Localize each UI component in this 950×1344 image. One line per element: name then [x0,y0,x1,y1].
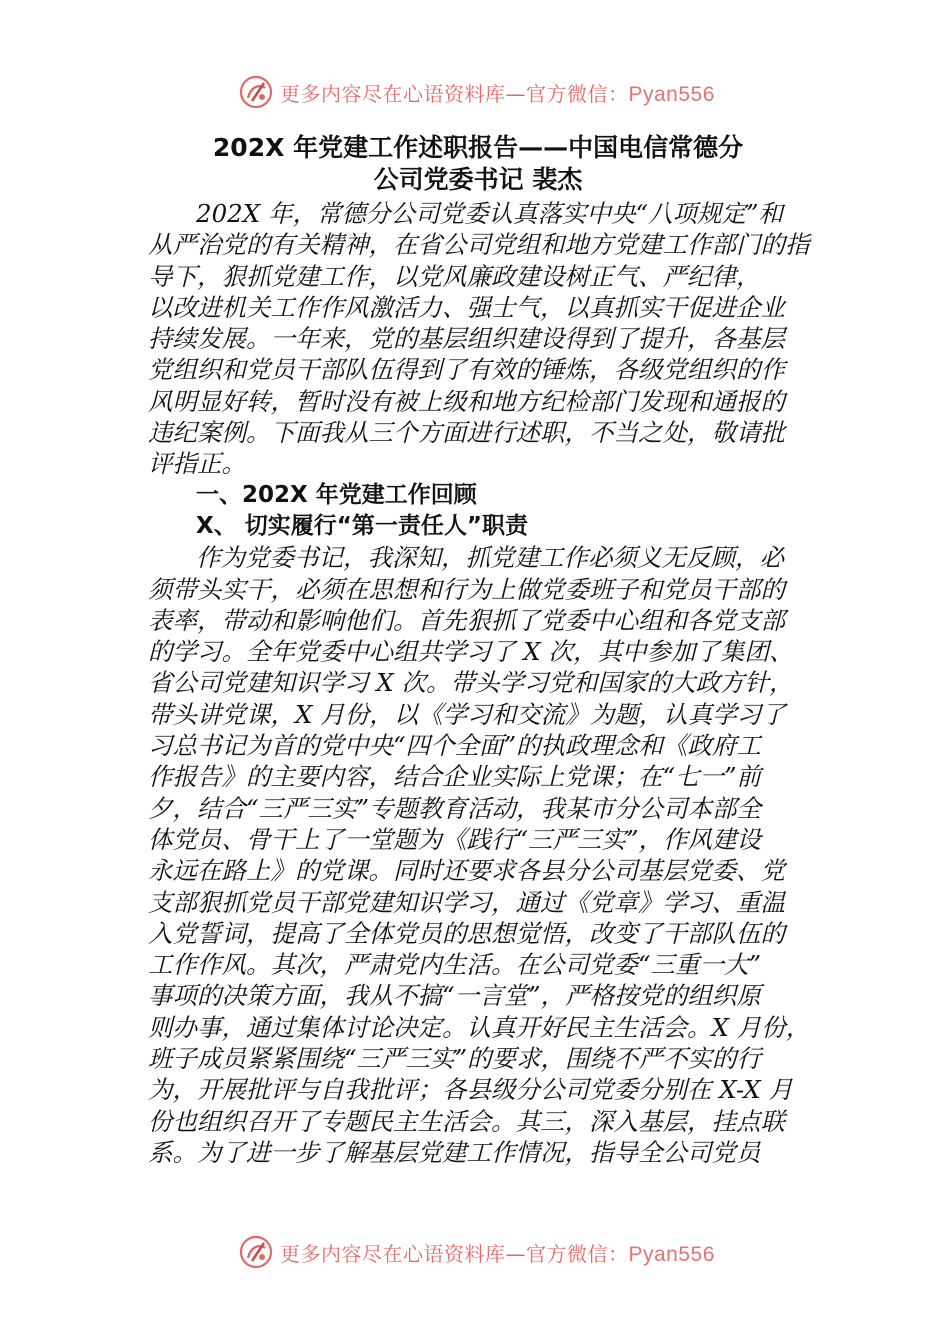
watermark-wechat-id: Pyan556 [628,82,715,106]
paragraph-line: 工作作风。其次，严肃党内生活。在公司党委“三重一大” [148,950,762,980]
watermark-footer [238,1232,715,1272]
paragraph-line: 支部狠抓党员干部党建知识学习，通过《党章》学习、重温 [148,887,785,917]
paragraph-line: 系。为了进一步了解基层党建工作情况，指导全公司党员 [148,1137,761,1167]
paragraph-line: 违纪案例。下面我从三个方面进行述职，不当之处，敬请批 [148,418,785,448]
library-logo-icon [238,1234,274,1270]
paragraph-line: 表率，带动和影响他们。首先狠抓了党委中心组和各党支部 [148,605,785,635]
library-logo-icon [238,74,274,110]
paragraph-line: 须带头实干，必须在思想和行为上做党委班子和党员干部的 [148,574,785,604]
paragraph-line: 事项的决策方面，我从不搞“一言堂”，严格按党的组织原 [148,981,762,1011]
paragraph-line: 从严治党的有关精神，在省公司党组和地方党建工作部门的指 [148,230,810,260]
watermark-wechat-id: Pyan556 [628,1242,715,1266]
paragraph-line: 风明显好转，暂时没有被上级和地方纪检部门发现和通报的 [148,386,785,416]
paragraph-line: 省公司党建知识学习 X 次。带头学习党和国家的大政方针， [148,668,794,698]
paragraph-line: 入党誓词，提高了全体党员的思想觉悟，改变了干部队伍的 [148,918,785,948]
paragraph-line: 作为党委书记，我深知，抓党建工作必须义无反顾，必 [196,543,784,573]
document-title-line-2: 公司党委书记 裴杰 [373,165,583,194]
paragraph-line: 夕，结合“三严三实”专题教育活动，我某市分公司本部全 [148,793,762,823]
document-body [148,198,828,1168]
paragraph-line: 则办事，通过集体讨论决定。认真开好民主生活会。X 月份， [148,1012,811,1042]
paragraph-line: 带头讲党课，X 月份，以《学习和交流》为题，认真学习了 [148,699,786,729]
paragraph-line: 202X 年，常德分公司党委认真落实中央“八项规定”和 [196,199,784,228]
watermark-text: 更多内容尽在心语资料库—官方微信： [280,1241,629,1266]
paragraph-line: 永远在路上》的党课。同时还要求各县分公司基层党委、党 [148,856,785,886]
paragraph-line: 持续发展。一年来，党的基层组织建设得到了提升，各基层 [148,324,785,354]
paragraph-line: 评指正。 [148,449,246,479]
section-heading: 一、202X 年党建工作回顾 [196,481,477,508]
paragraph-line: 为，开展批评与自我批评；各县级分公司党委分别在 X-X 月 [148,1075,793,1105]
paragraph-line: 党组织和党员干部队伍得到了有效的锤炼，各级党组织的作 [148,355,785,385]
document-title-line-1: 202X 年党建工作述职报告——中国电信常德分 [212,133,744,162]
paragraph-line: 份也组织召开了专题民主生活会。其三，深入基层，挂点联 [148,1106,785,1136]
watermark-text: 更多内容尽在心语资料库—官方微信： [280,81,629,106]
paragraph-line: 以改进机关工作作风激活力、强士气，以真抓实干促进企业 [148,292,785,322]
paragraph-line: 的学习。全年党委中心组共学习了 X 次，其中参加了集团、 [148,637,794,667]
paragraph-line: 习总书记为首的党中央“四个全面”的执政理念和《政府工 [148,731,762,761]
paragraph-line: 作报告》的主要内容，结合企业实际上党课；在“七一”前 [148,762,762,792]
paragraph-line: 班子成员紧紧围绕“三严三实”的要求，围绕不严不实的行 [148,1044,762,1074]
paragraph-line: 体党员、骨干上了一堂题为《践行“三严三实”，作风建设 [148,824,762,854]
paragraph-line: 导下，狠抓党建工作，以党风廉政建设树正气、严纪律， [148,261,761,291]
subsection-heading: X、 切实履行“第一责任人”职责 [196,512,528,539]
watermark-header [238,72,715,112]
